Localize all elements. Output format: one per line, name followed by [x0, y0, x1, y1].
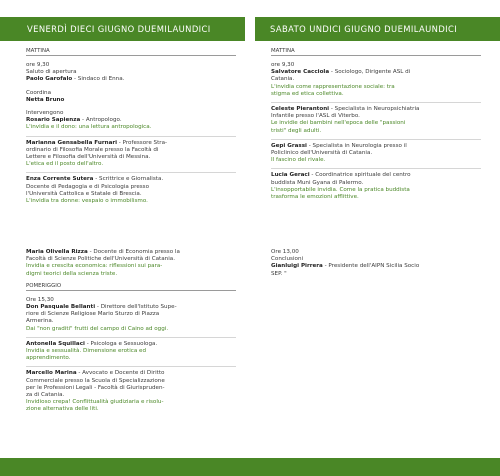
- speaker-role: - Sindaco di Enna.: [72, 76, 125, 83]
- closing-label: Conclusioni: [271, 256, 304, 263]
- speaker-entry: [271, 263, 483, 270]
- talk-title: L'insopportabile invidia. Come la pratica buddista: [271, 186, 410, 193]
- talk-title: trasforma le emozioni afflittive.: [271, 194, 359, 201]
- day-two-header: [255, 17, 500, 41]
- moderator-name: Netta Bruno: [26, 96, 65, 103]
- speaker-role: - Scrittrice e Giornalista.: [93, 176, 164, 183]
- day-two-column-lower: [271, 249, 483, 278]
- moderator-label: Coordina: [26, 89, 52, 96]
- speaker-role-line: za di Catania.: [26, 392, 65, 399]
- speaker-role: - Presidente dell'AIPN Sicilia Socio: [322, 263, 420, 270]
- speaker-entry: [26, 176, 238, 183]
- speaker-role-line: Commerciale presso la Scuola di Specializzazione: [26, 377, 165, 384]
- speaker-role: - Direttore dell'Istituto Supe-: [95, 304, 177, 311]
- talk-title: L'invidia tra donne: vespaio o immobilismo.: [26, 198, 148, 205]
- day-two-title: SABATO UNDICI GIUGNO DUEMILAUNDICI: [270, 24, 458, 34]
- divider: [26, 172, 236, 173]
- session-label-morning: MATTINA: [26, 48, 236, 56]
- speaker-name: Maria Olivella Rizza: [26, 249, 88, 255]
- speaker-name: Rosario Sapienza: [26, 117, 81, 124]
- speaker-name: Marcello Marina: [26, 370, 77, 377]
- speaker-name: Gepi Grassi: [271, 142, 307, 149]
- speaker-role-line: riore di Scienze Religiose Mario Sturzo di Piazza: [26, 311, 160, 318]
- footer-band: [0, 458, 500, 476]
- talk-title: Invidia e crescita economica: riflessioni sui para-: [26, 263, 163, 270]
- speaker-role: - Specialista in Neuropsichiatria: [329, 106, 420, 113]
- speaker-entry: [26, 370, 238, 377]
- speaker-role-line: ordinario di Filosofia Morale presso la Facoltà di: [26, 146, 159, 153]
- speaker-role: - Avvocato e Docente di Diritto: [76, 370, 165, 377]
- speakers-label: Intervengono: [26, 110, 64, 117]
- speaker-name: Lucia Geraci: [271, 172, 310, 179]
- speaker-name: Paolo Garofalo: [26, 76, 73, 83]
- speaker-role: - Specialista in Neurologia presso il: [306, 142, 407, 149]
- speaker-entry: [26, 76, 238, 83]
- speaker-name: Marianna Gensabella Furnari: [26, 139, 118, 146]
- opening-label: Saluto di apertura: [26, 69, 77, 76]
- speaker-entry: [271, 143, 483, 150]
- speaker-name: Enza Corrente Sutera: [26, 176, 94, 183]
- talk-title: Dai "non graditi" frutti del campo di Caino ad oggi.: [26, 325, 169, 332]
- talk-title: L'etica ed il posto dell'altro.: [26, 161, 104, 168]
- speaker-role-line: Docente di Pedagogia e di Psicologia presso: [26, 183, 150, 190]
- talk-title: digmi teorici della scienza triste.: [26, 270, 118, 277]
- divider: [271, 168, 481, 169]
- talk-title: Le invidie dei bambini nell'epoca delle "passioni: [271, 120, 406, 127]
- speaker-entry: [26, 117, 238, 124]
- day-two-column: [271, 46, 483, 201]
- talk-title: L'invidia come rappresentazione sociale: tra: [271, 83, 395, 90]
- speaker-role: - Docente di Economia presso la: [87, 249, 180, 255]
- talk-title: Invidia e sessualità. Dimensione erotica ed: [26, 348, 147, 355]
- morning-time: ore 9,30: [271, 62, 295, 68]
- speaker-role-line: Catania.: [271, 76, 295, 83]
- speaker-role-line: SEP. ": [271, 270, 287, 277]
- session-label-afternoon: POMERIGGIO: [26, 283, 236, 291]
- talk-title: apprendimento.: [26, 355, 71, 362]
- divider: [26, 136, 236, 137]
- speaker-name: Celeste Pierantoni: [271, 106, 330, 113]
- talk-title: stigma ed etica collettiva.: [271, 90, 344, 97]
- closing-time: Ore 13,00: [271, 249, 299, 255]
- afternoon-time: Ore 15,30: [26, 296, 54, 303]
- divider: [271, 102, 481, 103]
- talk-title: zione alternativa delle liti.: [26, 406, 99, 413]
- speaker-entry: [26, 341, 238, 348]
- speaker-role-line: per le Professioni Legali - Facoltà di Giurispruden-: [26, 384, 165, 391]
- speaker-role: - Psicologa e Sessuologa.: [84, 340, 158, 347]
- speaker-name: Salvatore Cacciola: [271, 69, 330, 76]
- speaker-entry: [271, 172, 483, 179]
- speaker-role: - Coordinatrice spirituale del centro: [309, 172, 411, 179]
- divider: [271, 139, 481, 140]
- speaker-role-line: buddista Muni Gyana di Palermo.: [271, 179, 364, 186]
- day-one-title: VENERDÌ DIECI GIUGNO DUEMILAUNDICI: [27, 24, 211, 34]
- talk-title: L'invidia e il dono: una lettura antropologica.: [26, 124, 152, 131]
- speaker-role: - Antropologo.: [80, 117, 122, 124]
- talk-title: Il fascino del rivale.: [271, 157, 326, 164]
- opening-time: ore 9,30: [26, 62, 50, 68]
- speaker-role-line: Infantile presso l'ASL di Viterbo.: [271, 113, 360, 120]
- day-one-header: [0, 17, 245, 41]
- speaker-role-line: Lettere e Filosofia dell'Università di Messina.: [26, 154, 151, 161]
- day-one-column-lower: [26, 249, 238, 414]
- speaker-name: Gianluigi Pirrera: [271, 263, 323, 270]
- speaker-role: - Sociologo, Dirigente ASL di: [329, 69, 411, 76]
- speaker-role-line: Policlinico dell'Università di Catania.: [271, 150, 373, 157]
- speaker-role-line: l'Università Cattolica e Statale di Brescia.: [26, 190, 142, 197]
- talk-title: Invidioso crepa! Conflittualità giudiziaria e risolu-: [26, 399, 164, 406]
- speaker-entry: [271, 69, 483, 76]
- speaker-role: - Professore Stra-: [117, 139, 168, 146]
- speaker-role-line: Armerina.: [26, 318, 54, 325]
- speaker-role-line: Facoltà di Scienze Politiche dell'Università di Catania.: [26, 256, 175, 263]
- divider: [26, 337, 236, 338]
- speaker-name: Antonella Squillaci: [26, 340, 85, 347]
- speaker-name: Don Pasquale Bellanti: [26, 304, 96, 311]
- speaker-entry: [26, 140, 238, 147]
- speaker-entry: [26, 304, 238, 311]
- speaker-entry: [271, 106, 483, 113]
- divider: [26, 366, 236, 367]
- talk-title: tristi" degli adulti.: [271, 127, 322, 134]
- session-label-morning: MATTINA: [271, 48, 481, 56]
- day-one-column: [26, 46, 238, 205]
